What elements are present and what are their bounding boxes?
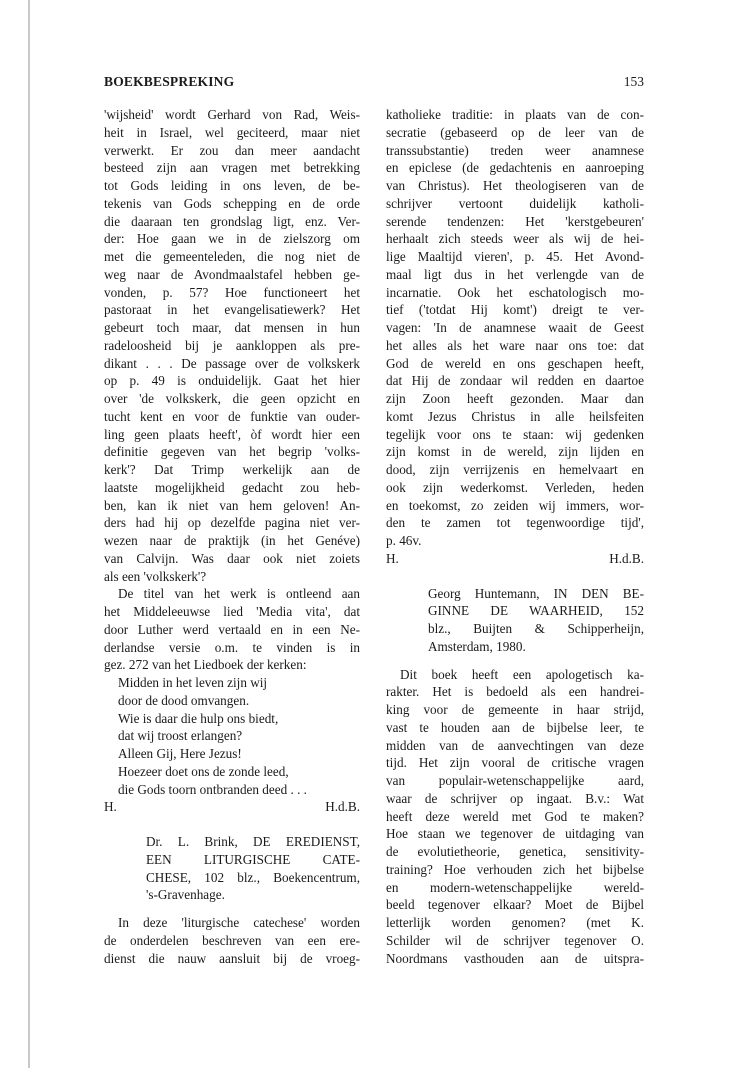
text-line: zijn komst in de wereld, zijn lijden en bbox=[386, 444, 644, 460]
text-line: en epiclese (de gedachtenis en aanroeping bbox=[386, 160, 644, 176]
hymn-quote bbox=[104, 674, 360, 798]
text-line: beeld tegenover elkaar? Moet de Bijbel bbox=[386, 897, 644, 913]
text-line: kerk'? Dat Trimp werkelijk aan de bbox=[104, 462, 360, 477]
text-line: vagen: 'In de anamnese waait de Geest bbox=[386, 320, 644, 335]
text-line: CHESE, 102 blz., Boekencentrum, bbox=[146, 869, 360, 885]
text-line: door de dood omvangen. bbox=[118, 692, 250, 708]
text-line: Dit boek heeft een apologetisch ka- bbox=[400, 666, 644, 682]
signature-author-right: H.d.B. bbox=[609, 550, 644, 566]
text-line: dat Hij de zondaar wil redden en daartoe bbox=[386, 373, 644, 389]
text-line: p. 46v. bbox=[386, 533, 422, 548]
text-line: Georg Huntemann, IN DEN BE- bbox=[428, 585, 644, 601]
review-heading-huntemann bbox=[386, 585, 644, 656]
text-line: Amsterdam, 1980. bbox=[428, 638, 526, 654]
text-line: met die gemeenteleden, die nog niet de bbox=[104, 249, 360, 264]
text-line: derlandse versie o.m. te vinden is in bbox=[104, 639, 360, 655]
text-line: In deze 'liturgische catechese' worden bbox=[118, 915, 360, 930]
text-line: definitie gegeven van het begrip 'volks- bbox=[104, 444, 360, 460]
signature-author: H.d.B. bbox=[325, 799, 360, 815]
running-header: BOEKBESPREKING bbox=[104, 74, 235, 89]
text-line: op p. 49 is onduidelijk. Gaat het hier bbox=[104, 373, 360, 389]
text-line: EEN LITURGISCHE CATE- bbox=[146, 851, 360, 867]
text-line: 'wijsheid' wordt Gerhard von Rad, Weis- bbox=[104, 107, 360, 122]
text-line: herhaalt zich steeds weer als wij de hei- bbox=[386, 231, 644, 247]
text-line: weg naar de Avondmaalstafel hebben ge- bbox=[104, 266, 360, 282]
text-line: het alles als het ware naar ons toe: dat bbox=[386, 337, 644, 353]
text-line: den te zamen tot tegenwoordige tijd', bbox=[386, 515, 644, 531]
left-paragraph-1 bbox=[104, 106, 360, 585]
text-line: tekenis van Gods schepping en de orde bbox=[104, 195, 360, 211]
page-number: 153 bbox=[623, 74, 644, 89]
signature-block-right bbox=[386, 550, 644, 568]
left-column bbox=[104, 106, 360, 967]
text-line: die Gods toorn ontbranden deed . . . bbox=[118, 781, 307, 797]
text-line: en toekomst, zo zeiden wij immers, wor- bbox=[386, 497, 644, 513]
text-line: tot Gods leiding in ons leven, de be- bbox=[104, 178, 360, 193]
text-line: heit in Israel, wel geciteerd, maar niet bbox=[104, 124, 360, 140]
text-line: van Christus). Het theologiseren van de bbox=[386, 178, 644, 193]
text-line: tief ('totdat Hij komt') dreigt te ver- bbox=[386, 302, 644, 318]
text-line: besteed zijn aan vragen met betrekking bbox=[104, 160, 360, 176]
text-line: heeft deze wereld met God te maken? bbox=[386, 808, 644, 824]
signature-block bbox=[104, 798, 360, 816]
text-line: waar de schrijver op ingaat. B.v.: Wat bbox=[386, 790, 644, 806]
text-line: laatste mogelijkheid gedacht zou heb- bbox=[104, 479, 360, 495]
text-line: over 'de volkskerk, die geen opzicht en bbox=[104, 391, 360, 406]
text-line: 's-Gravenhage. bbox=[146, 887, 225, 903]
text-line: komt Jezus Christus in alle heilsfeiten bbox=[386, 408, 644, 424]
text-line: katholieke traditie: in plaats van de con- bbox=[386, 107, 644, 122]
text-line: tucht kent en voor de funktie van ouder- bbox=[104, 408, 360, 424]
text-line: van populair-wetenschappelijke aard, bbox=[386, 773, 644, 788]
text-line: God de wereld en ons geschapen heeft, bbox=[386, 355, 644, 371]
text-line: ling geen plaats heeft', òf wordt hier een bbox=[104, 426, 360, 442]
text-line: tegelijk voor ons te staan: wij gedenken bbox=[386, 426, 644, 442]
text-line: Wie is daar die hulp ons biedt, bbox=[118, 710, 279, 726]
text-line: letterlijk worden genomen? (met K. bbox=[386, 915, 644, 930]
text-line: het Middeleeuwse lied 'Media vita', dat bbox=[104, 604, 360, 619]
text-line: incarnatie. Ook het eschatologisch mo- bbox=[386, 284, 644, 300]
scan-edge-line bbox=[28, 0, 30, 1068]
text-line: wezen naar de praktijk (in het Genéve) bbox=[104, 533, 360, 548]
text-line: gez. 272 van het Liedboek der kerken: bbox=[104, 657, 307, 673]
text-line: de evolutietheorie, genetica, sensitivity- bbox=[386, 844, 644, 859]
text-line: Schilder wil de schrijver tegenover O. bbox=[386, 932, 644, 948]
text-line: en modern-wetenschappelijke wereld- bbox=[386, 879, 644, 895]
right-paragraph-2 bbox=[386, 666, 644, 968]
text-line: radeloosheid bij je aankloppen als pre- bbox=[104, 337, 360, 353]
text-line: ben, kan ik niet van hem geloven! An- bbox=[104, 497, 360, 513]
text-line: gebeurt toch maar, dat mensen in hun bbox=[104, 320, 360, 335]
text-line: Alleen Gij, Here Jezus! bbox=[118, 746, 242, 761]
text-line: Dr. L. Brink, DE EREDIENST, bbox=[146, 834, 360, 849]
right-column bbox=[386, 106, 644, 967]
text-line: Hoezeer doet ons de zonde leed, bbox=[118, 763, 289, 779]
text-line: blz., Buijten & Schipperheijn, bbox=[428, 621, 644, 636]
text-line: ook zijn wederkomst. Verleden, heden bbox=[386, 479, 644, 495]
text-line: die daaraan ten grondslag ligt, enz. Ver- bbox=[104, 213, 360, 229]
signature-initial-right: H. bbox=[386, 550, 399, 566]
text-line: rakter. Het is bedoeld als een handrei- bbox=[386, 684, 644, 700]
text-line: verwerkt. Er zou dan meer aandacht bbox=[104, 142, 360, 158]
text-line: Noordmans vasthouden aan de uitspra- bbox=[386, 950, 644, 966]
review-heading-brink bbox=[104, 833, 360, 904]
text-line: transsubstantie) treden weer anamnese bbox=[386, 142, 644, 158]
text-line: dienst die nauw aansluit bij de vroeg- bbox=[104, 950, 360, 966]
text-line: secratie (gebaseerd op de leer van de bbox=[386, 124, 644, 140]
text-line: king voor de gemeente in haar strijd, bbox=[386, 702, 644, 717]
text-line: serende tendenzen: Het 'kerstgebeuren' bbox=[386, 213, 644, 229]
left-paragraph-3 bbox=[104, 914, 360, 967]
text-line: als een 'volkskerk'? bbox=[104, 568, 207, 584]
text-line: lige Maaltijd vieren', p. 45. Het Avond- bbox=[386, 249, 644, 264]
text-line: training? Hoe verhouden zich het bijbelse bbox=[386, 861, 644, 877]
signature-initial: H. bbox=[104, 799, 117, 815]
text-line: zijn Zoon heeft gezonden. Maar dan bbox=[386, 391, 644, 406]
text-line: van Calvijn. Was daar ook niet zoiets bbox=[104, 550, 360, 566]
text-line: Hoe staan we tegenover de uitdaging van bbox=[386, 826, 644, 842]
text-line: maal ligt dus in het verlengde van de bbox=[386, 266, 644, 282]
text-line: midden van de aanvechtingen van deze bbox=[386, 737, 644, 753]
left-paragraph-2 bbox=[104, 585, 360, 674]
text-line: dat wij troost erlangen? bbox=[118, 728, 243, 744]
right-paragraph-1 bbox=[386, 106, 644, 550]
text-line: dood, zijn verrijzenis en hemelvaart en bbox=[386, 462, 644, 477]
text-line: vast te houden aan de bijbelse leer, te bbox=[386, 719, 644, 735]
text-line: Midden in het leven zijn wij bbox=[118, 675, 268, 690]
text-line: der: Hoe gaan we in de zielszorg om bbox=[104, 231, 360, 247]
text-line: tijd. Het zijn vooral de critische vragen bbox=[386, 755, 644, 771]
text-line: schrijver vertoont duidelijk katholi- bbox=[386, 195, 644, 211]
text-line: vonden, p. 57? Hoe functioneert het bbox=[104, 284, 360, 300]
text-line: GINNE DE WAARHEID, 152 bbox=[428, 603, 644, 619]
text-line: De titel van het werk is ontleend aan bbox=[118, 586, 360, 602]
text-line: dikant . . . De passage over de volkskerk bbox=[104, 355, 360, 371]
text-line: door Luther werd vertaald en in een Ne- bbox=[104, 621, 360, 637]
text-line: ders had hij op dezelfde pagina niet ver- bbox=[104, 515, 360, 531]
text-line: pastoraat in het evangelisatiewerk? Het bbox=[104, 302, 360, 318]
text-line: de onderdelen beschreven van een ere- bbox=[104, 932, 360, 948]
